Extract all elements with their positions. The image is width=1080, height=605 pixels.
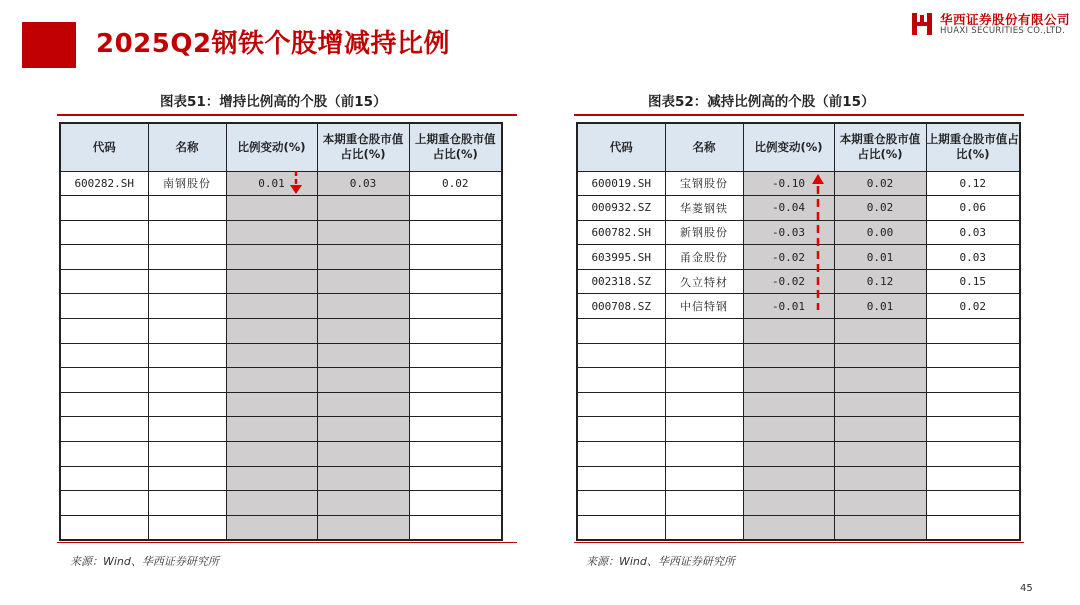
table-cell — [317, 442, 409, 467]
table-cell — [317, 491, 409, 516]
table-cell — [409, 343, 502, 368]
table-cell — [148, 343, 226, 368]
logo-text-cn: 华西证券股份有限公司 — [940, 12, 1071, 27]
table-cell: 000932.SZ — [577, 196, 665, 221]
table-cell — [409, 319, 502, 344]
column-header: 代码 — [60, 123, 148, 171]
table-cell — [148, 417, 226, 442]
table-cell: 0.01 — [834, 245, 926, 270]
table-cell — [148, 491, 226, 516]
table-row — [577, 392, 1020, 417]
table-cell — [60, 515, 148, 540]
table-cell — [409, 491, 502, 516]
right-caption-rule — [574, 114, 1024, 116]
table-cell: 000708.SZ — [577, 294, 665, 319]
table-cell — [226, 269, 317, 294]
table-cell — [317, 368, 409, 393]
table-cell — [60, 466, 148, 491]
table-cell: 0.12 — [926, 171, 1020, 196]
table-row — [60, 343, 502, 368]
table-row — [60, 466, 502, 491]
table-cell — [148, 392, 226, 417]
table-cell: 0.01 — [226, 171, 317, 196]
table-cell — [409, 392, 502, 417]
table-cell: 0.01 — [834, 294, 926, 319]
table-row — [577, 294, 1020, 319]
table-cell — [60, 220, 148, 245]
table-cell — [226, 392, 317, 417]
table-cell — [409, 269, 502, 294]
table-cell — [148, 466, 226, 491]
table-cell — [317, 245, 409, 270]
table-cell: 0.02 — [834, 171, 926, 196]
table-cell: 久立特材 — [665, 269, 743, 294]
table-header-row — [577, 123, 1020, 171]
arrow-down-icon — [289, 170, 303, 196]
table-cell — [226, 319, 317, 344]
table-cell: -0.10 — [743, 171, 834, 196]
table-cell — [317, 515, 409, 540]
table-cell — [834, 491, 926, 516]
table-row — [60, 392, 502, 417]
table-row — [577, 442, 1020, 467]
table-cell — [665, 417, 743, 442]
table-cell — [226, 491, 317, 516]
table-cell — [409, 220, 502, 245]
table-row — [60, 269, 502, 294]
column-header: 本期重仓股市值占比(%) — [834, 123, 926, 171]
table-cell — [148, 196, 226, 221]
table-cell — [743, 392, 834, 417]
title-accent-block — [22, 22, 76, 68]
table-cell — [60, 442, 148, 467]
table-cell — [834, 442, 926, 467]
left-caption-rule — [57, 114, 517, 116]
table-cell — [665, 319, 743, 344]
table-cell — [834, 319, 926, 344]
table-row — [60, 319, 502, 344]
table-cell — [409, 442, 502, 467]
increase-holdings-table — [59, 122, 503, 541]
table-cell — [926, 442, 1020, 467]
table-cell — [743, 515, 834, 540]
table-cell — [834, 466, 926, 491]
table-cell — [60, 343, 148, 368]
table-cell — [226, 368, 317, 393]
table-cell — [60, 245, 148, 270]
table-cell — [577, 515, 665, 540]
table-cell — [60, 294, 148, 319]
table-cell — [317, 269, 409, 294]
table-cell — [577, 491, 665, 516]
table-cell — [148, 269, 226, 294]
column-header: 本期重仓股市值占比(%) — [317, 123, 409, 171]
table-cell — [743, 466, 834, 491]
table-cell: 新钢股份 — [665, 220, 743, 245]
table-cell: -0.04 — [743, 196, 834, 221]
table-cell — [317, 343, 409, 368]
table-cell: -0.03 — [743, 220, 834, 245]
table-cell — [665, 392, 743, 417]
table-cell — [926, 491, 1020, 516]
table-cell — [317, 417, 409, 442]
table-cell — [148, 368, 226, 393]
table-cell — [148, 319, 226, 344]
table-cell — [60, 269, 148, 294]
table-cell — [226, 245, 317, 270]
table-cell — [317, 392, 409, 417]
table-cell — [317, 319, 409, 344]
table-cell — [743, 491, 834, 516]
table-cell — [926, 343, 1020, 368]
table-cell — [148, 515, 226, 540]
column-header: 比例变动(%) — [743, 123, 834, 171]
table-cell — [926, 368, 1020, 393]
table-cell — [834, 515, 926, 540]
table-cell — [577, 368, 665, 393]
table-cell — [577, 319, 665, 344]
table-cell — [226, 343, 317, 368]
column-header: 名称 — [665, 123, 743, 171]
table-cell: 宝钢股份 — [665, 171, 743, 196]
table-cell: 南钢股份 — [148, 171, 226, 196]
table-cell — [409, 466, 502, 491]
table-cell — [317, 196, 409, 221]
table-cell — [60, 392, 148, 417]
arrow-up-icon — [811, 172, 825, 312]
table-cell — [926, 319, 1020, 344]
column-header: 上期重仓股市值占比(%) — [926, 123, 1020, 171]
table-row — [60, 442, 502, 467]
right-table-caption: 图表52：减持比例高的个股（前15） — [648, 94, 875, 110]
table-cell: 0.03 — [317, 171, 409, 196]
table-cell — [577, 392, 665, 417]
table-row — [60, 171, 502, 196]
table-row — [577, 220, 1020, 245]
table-row — [577, 515, 1020, 540]
table-row — [60, 368, 502, 393]
table-cell — [743, 368, 834, 393]
table-row — [60, 491, 502, 516]
table-cell: 0.12 — [834, 269, 926, 294]
table-cell — [226, 466, 317, 491]
table-cell: -0.01 — [743, 294, 834, 319]
table-cell — [743, 343, 834, 368]
table-cell — [148, 294, 226, 319]
table-cell: 0.03 — [926, 220, 1020, 245]
table-cell: 0.15 — [926, 269, 1020, 294]
table-cell: 0.02 — [926, 294, 1020, 319]
table-cell: 002318.SZ — [577, 269, 665, 294]
left-bottom-rule — [57, 542, 517, 543]
table-row — [577, 368, 1020, 393]
table-cell: 华菱钢铁 — [665, 196, 743, 221]
table-cell: 600282.SH — [60, 171, 148, 196]
company-logo — [910, 8, 1075, 40]
table-cell — [926, 392, 1020, 417]
table-cell — [743, 442, 834, 467]
table-cell — [665, 442, 743, 467]
table-row — [577, 417, 1020, 442]
table-cell — [577, 442, 665, 467]
column-header: 名称 — [148, 123, 226, 171]
table-cell — [926, 466, 1020, 491]
table-cell — [577, 466, 665, 491]
table-cell — [665, 491, 743, 516]
table-cell: 600019.SH — [577, 171, 665, 196]
page-title: 2025Q2钢铁个股增减持比例 — [96, 29, 451, 59]
table-cell — [409, 368, 502, 393]
page-number: 45 — [1020, 583, 1033, 594]
logo-text-en: HUAXI SECURITIES CO.,LTD. — [940, 26, 1066, 36]
table-cell: 甬金股份 — [665, 245, 743, 270]
table-cell — [148, 442, 226, 467]
table-cell — [226, 417, 317, 442]
table-cell — [60, 417, 148, 442]
table-cell — [148, 220, 226, 245]
table-row — [577, 343, 1020, 368]
huaxi-logo-icon — [910, 11, 934, 37]
table-cell — [317, 294, 409, 319]
column-header: 比例变动(%) — [226, 123, 317, 171]
left-table-caption: 图表51：增持比例高的个股（前15） — [160, 94, 387, 110]
table-cell: 0.02 — [834, 196, 926, 221]
table-row — [577, 269, 1020, 294]
table-header-row — [60, 123, 502, 171]
table-cell — [834, 392, 926, 417]
table-cell: 0.02 — [409, 171, 502, 196]
table-cell — [409, 245, 502, 270]
table-cell: 600782.SH — [577, 220, 665, 245]
table-cell: 0.00 — [834, 220, 926, 245]
table-cell — [226, 196, 317, 221]
table-cell — [665, 368, 743, 393]
table-cell — [926, 417, 1020, 442]
table-cell — [665, 343, 743, 368]
right-source-note: 来源：Wind、华西证券研究所 — [586, 555, 735, 568]
table-cell — [226, 294, 317, 319]
table-cell: 603995.SH — [577, 245, 665, 270]
table-row — [60, 515, 502, 540]
table-row — [577, 196, 1020, 221]
table-cell — [60, 491, 148, 516]
table-cell — [834, 368, 926, 393]
table-cell — [226, 515, 317, 540]
table-cell — [577, 343, 665, 368]
decrease-holdings-table — [576, 122, 1021, 541]
column-header: 上期重仓股市值占比(%) — [409, 123, 502, 171]
table-cell: -0.02 — [743, 269, 834, 294]
table-cell — [743, 417, 834, 442]
table-cell — [834, 417, 926, 442]
table-cell — [409, 294, 502, 319]
table-cell: 中信特钢 — [665, 294, 743, 319]
table-row — [577, 491, 1020, 516]
left-source-note: 来源：Wind、华西证券研究所 — [70, 555, 219, 568]
table-cell — [148, 245, 226, 270]
table-cell — [226, 220, 317, 245]
table-cell: 0.06 — [926, 196, 1020, 221]
table-cell — [60, 319, 148, 344]
table-cell — [409, 417, 502, 442]
table-row — [577, 171, 1020, 196]
table-row — [60, 417, 502, 442]
table-cell — [60, 368, 148, 393]
table-row — [577, 319, 1020, 344]
table-row — [60, 196, 502, 221]
table-cell — [926, 515, 1020, 540]
table-cell — [834, 343, 926, 368]
table-row — [60, 220, 502, 245]
table-cell: -0.02 — [743, 245, 834, 270]
table-cell — [665, 466, 743, 491]
table-cell — [577, 417, 665, 442]
table-cell — [743, 319, 834, 344]
table-row — [577, 466, 1020, 491]
table-cell — [409, 515, 502, 540]
table-cell — [317, 220, 409, 245]
table-cell — [226, 442, 317, 467]
table-cell — [60, 196, 148, 221]
table-row — [60, 245, 502, 270]
table-row — [60, 294, 502, 319]
column-header: 代码 — [577, 123, 665, 171]
table-cell — [317, 466, 409, 491]
table-row — [577, 245, 1020, 270]
table-cell: 0.03 — [926, 245, 1020, 270]
table-cell — [409, 196, 502, 221]
table-cell — [665, 515, 743, 540]
right-bottom-rule — [574, 542, 1024, 543]
